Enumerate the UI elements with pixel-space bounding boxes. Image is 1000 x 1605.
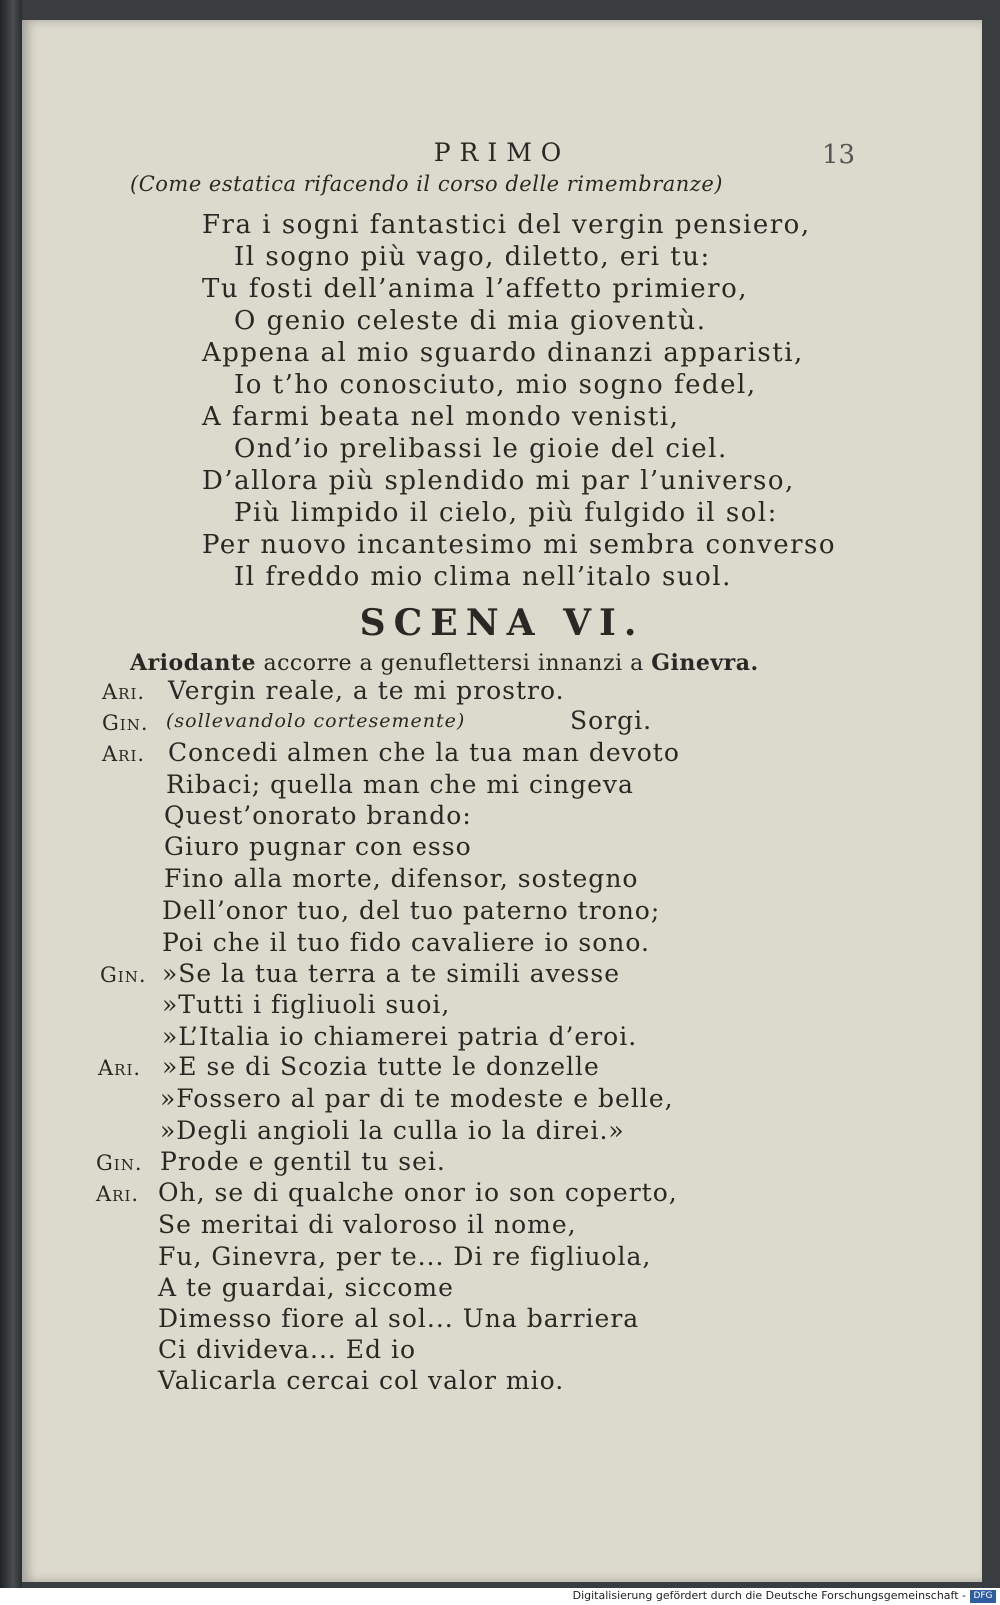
- dialogue-line: »Se la tua terra a te simili avesse: [162, 959, 620, 988]
- scene-description-text: accorre a genuflettersi innanzi a: [263, 651, 644, 676]
- dialogue-line: »L’Italia io chiamerei patria d’eroi.: [162, 1022, 638, 1051]
- dialogue-line: Quest’onorato brando:: [164, 801, 472, 830]
- character-name: Ariodante: [130, 650, 256, 676]
- stage-direction: (Come estatica rifacendo il corso delle rimembranze): [130, 172, 723, 196]
- verse-line: Per nuovo incantesimo mi sembra converso: [202, 530, 837, 560]
- dialogue-line: Oh, se di qualche onor io son coperto,: [158, 1178, 678, 1207]
- verse-line: D’allora più splendido mi par l’universo,: [202, 466, 795, 496]
- verse-line: Il sogno più vago, diletto, eri tu:: [234, 242, 711, 272]
- dialogue-line: Dell’onor tuo, del tuo paterno trono;: [162, 896, 661, 925]
- dialogue-line: Dimesso fiore al sol... Una barriera: [158, 1304, 640, 1333]
- dialogue-line: Fu, Ginevra, per te... Di re figliuola,: [158, 1242, 652, 1271]
- dialogue-line: Ribaci; quella man che mi cingeva: [166, 770, 634, 799]
- dialogue-line: »E se di Scozia tutte le donzelle: [162, 1052, 600, 1081]
- verse-line: Io t’ho conosciuto, mio sogno fedel,: [234, 370, 757, 400]
- speaker-label: Ari.: [102, 680, 146, 704]
- scene-title: SCENA VI.: [359, 602, 645, 644]
- page-number: 13: [822, 140, 856, 170]
- dialogue-line: Prode e gentil tu sei.: [160, 1147, 446, 1176]
- stage-direction: (sollevandolo cortesemente): [166, 710, 466, 732]
- speaker-label: Ari.: [102, 742, 146, 766]
- verse-line: A farmi beata nel mondo venisti,: [202, 402, 680, 432]
- speaker-label: Gin.: [96, 1151, 143, 1175]
- funding-credit: Digitalisierung gefördert durch die Deutsche Forschungsgemeinschaft -: [572, 1589, 966, 1602]
- verse-line: O genio celeste di mia gioventù.: [234, 306, 707, 336]
- verse-line: Fra i sogni fantastici del vergin pensiero,: [202, 210, 811, 240]
- dialogue-line: Se meritai di valoroso il nome,: [158, 1210, 577, 1239]
- dfg-logo: DFG: [970, 1590, 996, 1603]
- dialogue-line: Vergin reale, a te mi prostro.: [168, 676, 565, 705]
- book-page: [22, 20, 982, 1582]
- running-title: PRIMO: [433, 138, 571, 167]
- dialogue-line: Concedi almen che la tua man devoto: [168, 738, 680, 767]
- dialogue-line: »Tutti i figliuoli suoi,: [162, 990, 451, 1019]
- scene-description: [130, 650, 759, 676]
- verse-line: Il freddo mio clima nell’italo suol.: [234, 562, 732, 592]
- digitization-footer: [0, 1588, 1000, 1605]
- dialogue-line: Ci divideva... Ed io: [158, 1335, 417, 1364]
- character-name: Ginevra.: [651, 650, 759, 676]
- dialogue-line: Giuro pugnar con esso: [164, 832, 472, 861]
- dialogue-line: Poi che il tuo fido cavaliere io sono.: [162, 928, 650, 957]
- dialogue-line: A te guardai, siccome: [158, 1273, 454, 1302]
- dialogue-line: Fino alla morte, difensor, sostegno: [164, 864, 639, 893]
- dialogue-line: »Degli angioli la culla io la direi.»: [160, 1116, 625, 1145]
- verse-line: Tu fosti dell’anima l’affetto primiero,: [202, 274, 749, 304]
- speaker-label: Gin.: [100, 963, 147, 987]
- speaker-label: Ari.: [96, 1182, 140, 1206]
- dialogue-line: Valicarla cercai col valor mio.: [158, 1366, 565, 1395]
- speaker-label: Gin.: [102, 711, 149, 735]
- dialogue-line: »Fossero al par di te modeste e belle,: [160, 1084, 674, 1113]
- book-binding: [0, 0, 22, 1588]
- speaker-label: Ari.: [98, 1056, 142, 1080]
- verse-line: Più limpido il cielo, più fulgido il sol:: [234, 498, 778, 528]
- dialogue-line: Sorgi.: [570, 706, 653, 735]
- verse-line: Appena al mio sguardo dinanzi apparisti,: [202, 338, 804, 368]
- verse-line: Ond’io prelibassi le gioie del ciel.: [234, 434, 728, 464]
